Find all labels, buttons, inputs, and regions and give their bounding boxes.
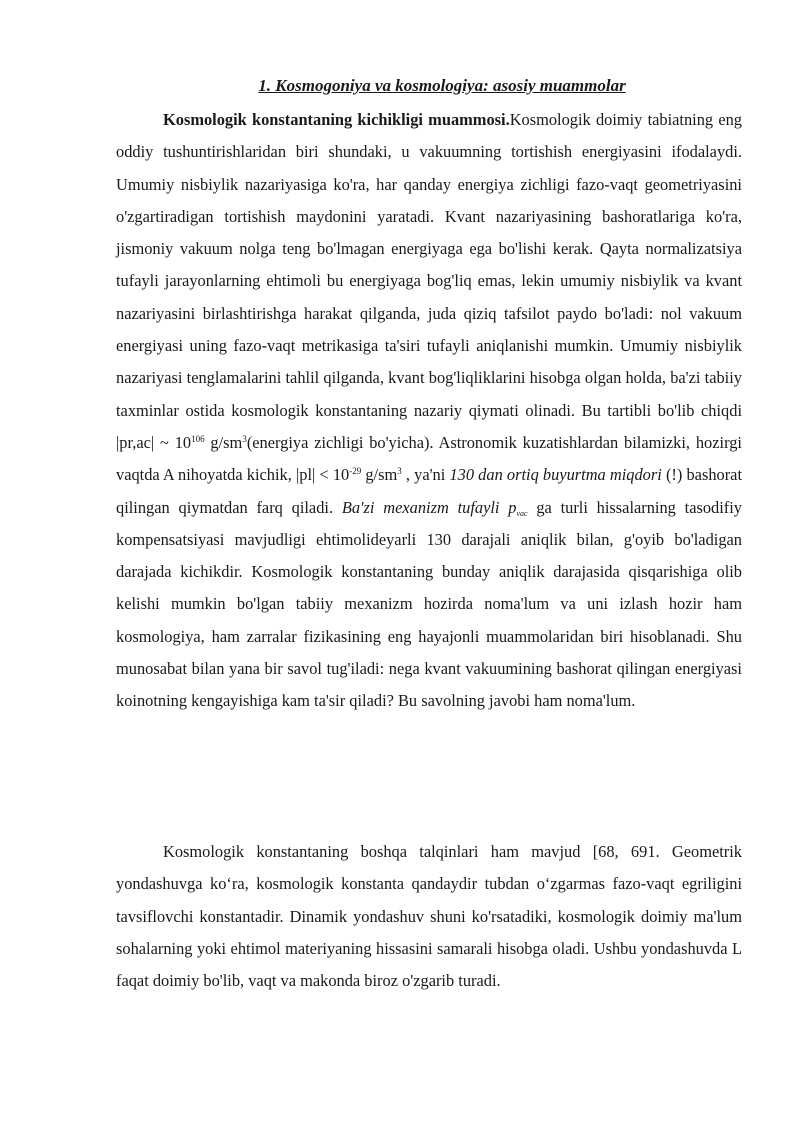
superscript: 3 bbox=[242, 433, 247, 444]
section-heading: 1. Kosmogoniya va kosmologiya: asosiy muammolar bbox=[258, 76, 626, 95]
superscript: -29 bbox=[349, 466, 362, 477]
paragraph-cosmological-constant bbox=[116, 104, 742, 718]
subscript: vac bbox=[516, 508, 528, 518]
italic-run: Ba'zi mexanizm tufayli p bbox=[341, 497, 517, 517]
text-run: (!) bashorat qilingan qiymatdan farq qiladi. bbox=[116, 465, 742, 517]
text-run: , ya'ni bbox=[401, 465, 450, 485]
superscript: 106 bbox=[191, 433, 205, 444]
paragraph-other-interpretations: Kosmologik konstantaning boshqa talqinlari ham mavjud [68, 691. Geometrik yondashuvga ko‘ra, kosmologik konstanta qandaydir tubdan o‘zgarmas fazo-vaqt egriligini tavsiflovchi konstantadir. Dinamik yondashuv shuni ko'rsatadiki, kosmologik doimiy ma'lum sohalarning yoki ehtimol materiyaning hissasini samarali hisobga oladi. Ushbu yondashuvda L faqat doimiy bo'lib, vaqt va makonda biroz o'zgarib turadi. bbox=[116, 842, 742, 991]
text-run: (energiya zichligi bo'yicha). Astronomik kuzatishlardan bilamizki, hozirgi vaqtda A nihoyatda kichik, |pl| < 10 bbox=[116, 432, 742, 485]
text-run: ga turli hissalarning tasodifiy kompensatsiyasi mavjudligi ehtimolideyarli 130 darajali aniqlik bilan, g'oyib bo'ladigan darajada kichikdir. Kosmologik konstantaning bunday aniqlik darajasida qisqarishiga olib kelishi mumkin bo'lgan tabiiy mexanizm hozirda noma'lum va uni izlash hozir ham kosmologiya, ham zarralar fizikasining eng hayajonli muammolaridan biri hisoblanadi. Shu munosabat bilan yana bir savol tug'iladi: nega kvant vakuumining bashorat qilingan energiyasi koinotning kengayishiga kam ta'sir qiladi? Bu savolning javobi ham noma'lum. bbox=[116, 497, 743, 711]
superscript: 3 bbox=[397, 466, 402, 477]
text-run: g/sm bbox=[204, 432, 243, 452]
text-run: g/sm bbox=[361, 465, 398, 485]
paragraph-lead: Kosmologik konstantaning kichikligi muammosi. bbox=[163, 110, 510, 129]
text-run: Kosmologik doimiy tabiatning eng oddiy tushuntirishlaridan biri shundaki, u vakuumning tortishish energiyasini ifodalaydi. Umumiy nisbiylik nazariyasiga ko'ra, har qanday energiya zichligi fazo-vaqt geometriyasini o'zgartiradigan tortishish maydonini yaratadi. Kvant nazariyasining bashoratlariga ko'ra, jismoniy vakuum nolga teng bo'lmagan energiyaga ega bo'lishi kerak. Qayta normalizatsiya tufayli jarayonlarning ehtimoli bu energiyaga bog'liq emas, lekin umumiy nisbiylik va kvant nazariyasini birlashtirishga harakat qilganda, juda qiziq tafsilot paydo bo'ladi: nol vakuum energiyasi uning fazo-vaqt metrikasiga ta'siri tufayli aniqlanishi mumkin. Umumiy nisbiylik nazariyasi tenglamalarini tahlil qilganda, kvant bog'liqliklarini hisobga olgan holda, ba'zi tabiiy taxminlar ostida kosmologik konstantaning nazariy qiymati olinadi. Bu tartibli bo'lib chiqdi |pr,ac| ~ 10 bbox=[116, 110, 742, 452]
italic-run: 130 dan ortiq buyurtma miqdori bbox=[449, 465, 662, 485]
